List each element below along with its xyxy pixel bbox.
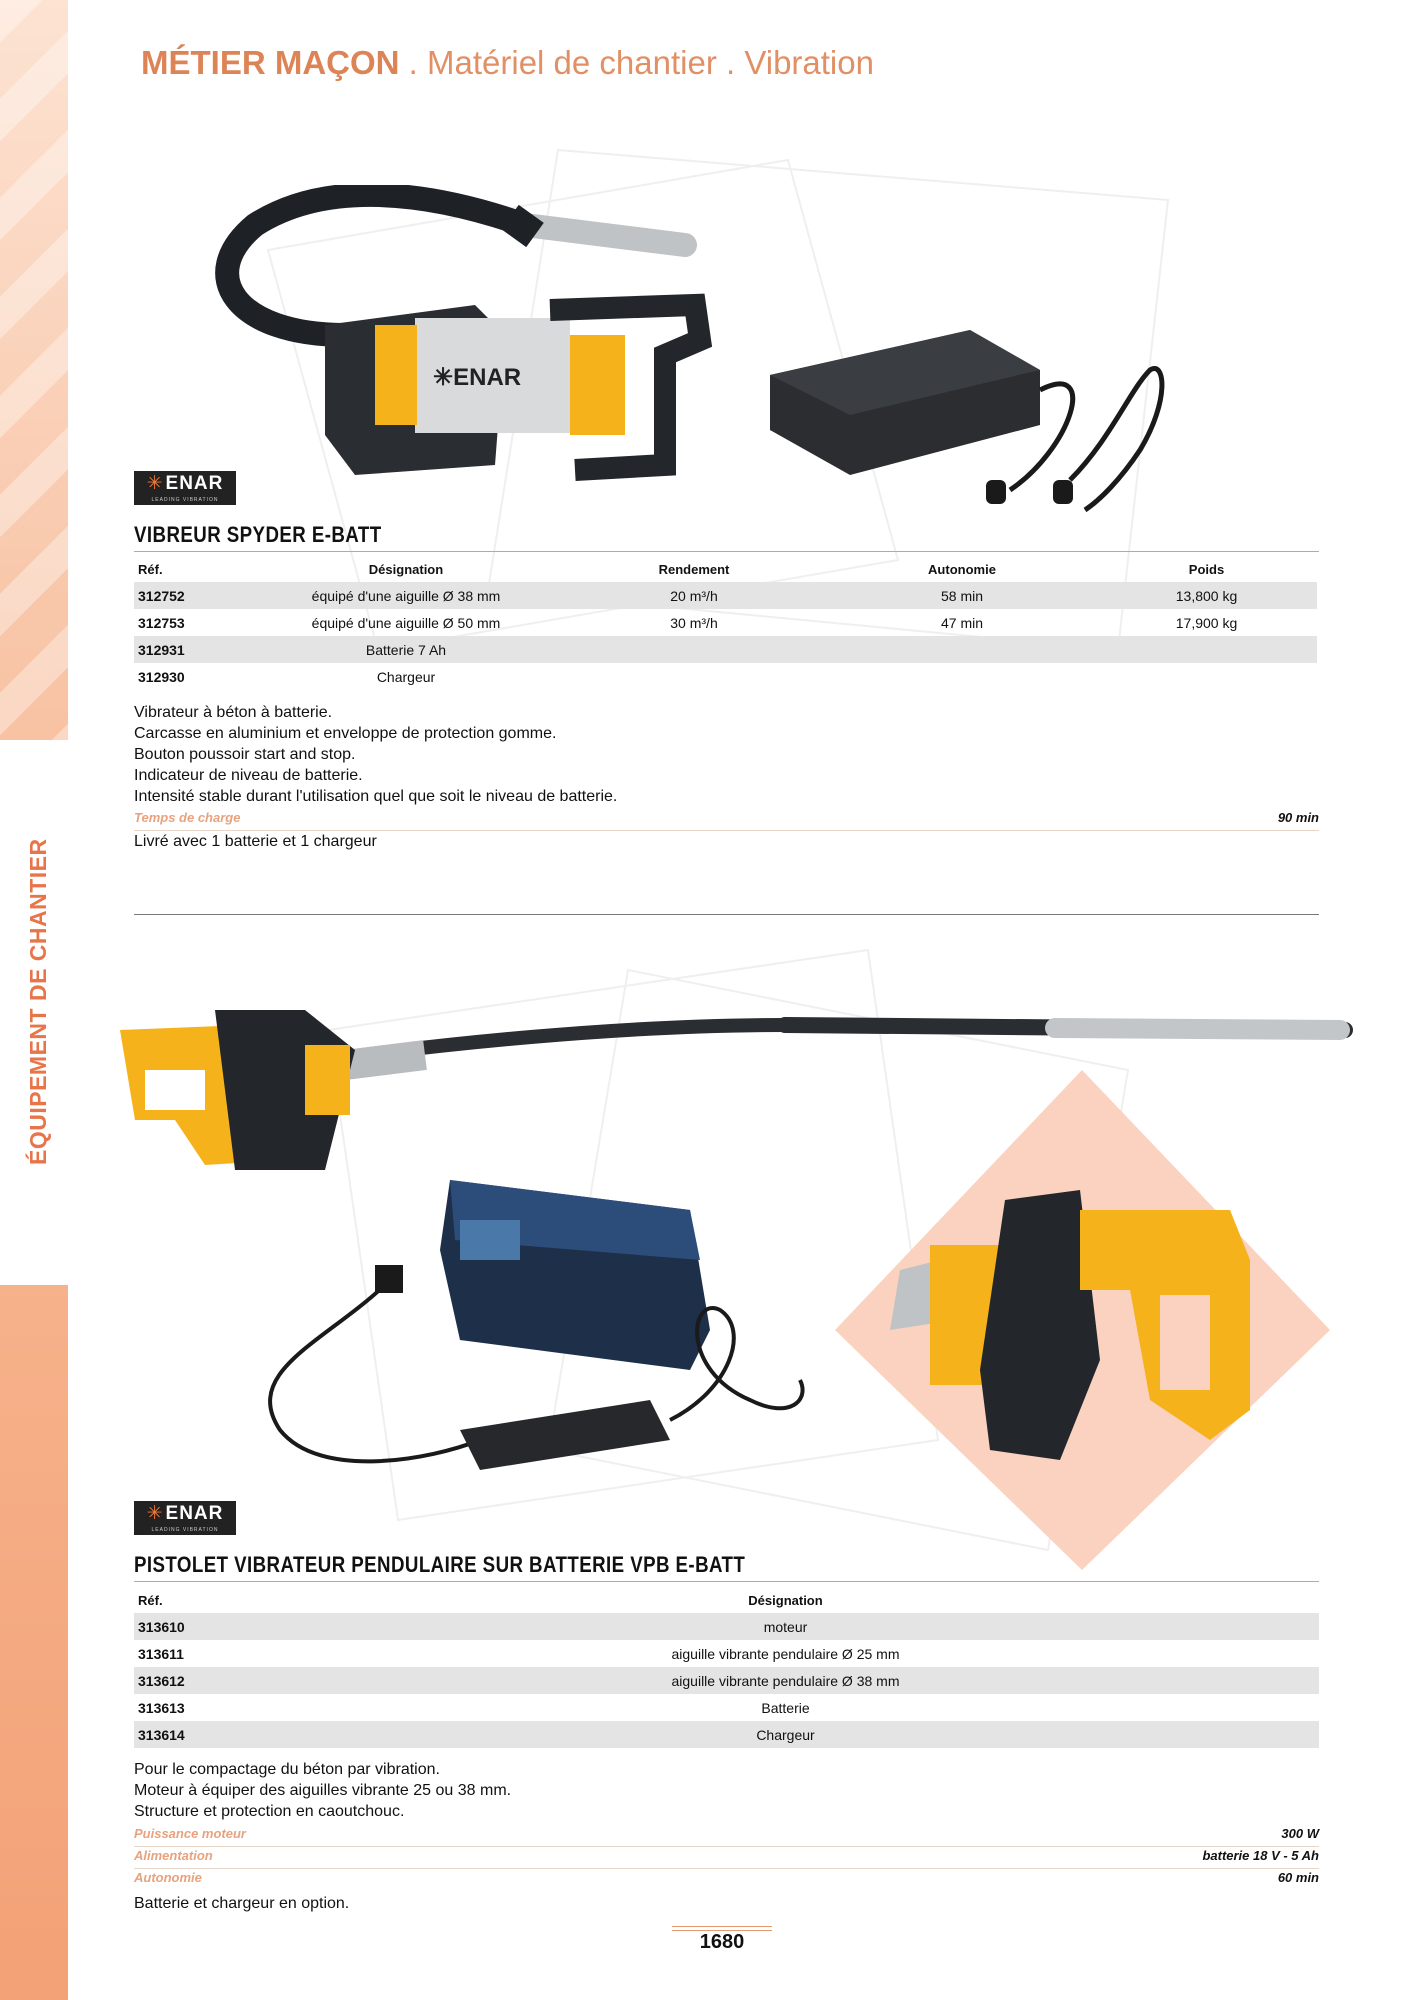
spec-value: 300 W (1281, 1826, 1319, 1841)
product1-spec-row (134, 808, 1319, 831)
product2-note: Batterie et chargeur en option. (134, 1895, 350, 1912)
page-header (141, 44, 874, 82)
product2-title: PISTOLET VIBRATEUR PENDULAIRE SUR BATTERIE VPB E-BATT (134, 1552, 746, 1577)
table-row: 312930 Chargeur (138, 668, 436, 685)
col-ref: Réf. (138, 1592, 163, 1608)
product2-battery-charger-image (250, 1170, 820, 1510)
product1-note: Livré avec 1 batterie et 1 chargeur (134, 833, 377, 850)
product2-detail-image (830, 1060, 1335, 1580)
table-row: 312753 équipé d'une aiguille Ø 50 mm 30 m³/h 47 min 17,900 kg (138, 614, 1238, 631)
brand-logo-tagline: LEADING VIBRATION (151, 1527, 219, 1533)
product1-table (134, 556, 1317, 690)
page-number: 1680 (699, 1931, 745, 1953)
product2-spec-row (134, 1824, 1319, 1847)
table-row: 313613 Batterie (138, 1699, 810, 1716)
section-divider (134, 914, 1319, 915)
col-poids: Poids (1188, 561, 1225, 577)
table-row: 313612 aiguille vibrante pendulaire Ø 38 mm (134, 1667, 1319, 1694)
page-number-rule (672, 1926, 772, 1927)
col-rendement: Rendement (658, 561, 730, 577)
logo-star-icon: ✳ (146, 1503, 164, 1524)
spec-value: 60 min (1277, 1870, 1319, 1885)
brand-logo-name: ENAR (165, 473, 224, 494)
col-designation: Désignation (748, 1592, 823, 1608)
brand-logo-name: ENAR (165, 1503, 224, 1524)
product1-description: Vibrateur à béton à batterie. Carcasse en aluminium et enveloppe de protection gomme. Bouton poussoir start and stop. Indicateur de niveau de batterie. Intensité stable durant l'utilisation quel que soit le niveau de batterie. (134, 704, 618, 805)
table-row: 313614 Chargeur (134, 1721, 1319, 1748)
spec-label: Puissance moteur (134, 1826, 246, 1841)
sidebar-pattern (0, 0, 68, 740)
sidebar-section-label: ÉQUIPEMENT DE CHANTIER (25, 838, 51, 1165)
table-row: 313610 moteur (134, 1613, 1319, 1640)
table-row: 312931 Batterie 7 Ah (134, 636, 1317, 663)
spec-label: Autonomie (134, 1870, 202, 1885)
col-ref: Réf. (138, 561, 163, 577)
table-header-row (134, 1587, 1319, 1613)
brand-logo-tagline: LEADING VIBRATION (151, 497, 219, 503)
header-category: MÉTIER MAÇON (141, 44, 400, 81)
product1-charger-image (770, 330, 1190, 520)
product2-table (134, 1587, 1319, 1748)
table-row: 312752 équipé d'une aiguille Ø 38 mm 20 m³/h 58 min 13,800 kg (134, 582, 1317, 609)
brand-logo (134, 471, 236, 505)
product2-description: Pour le compactage du béton par vibration. Moteur à équiper des aiguilles vibrante 25 ou 38 mm. Structure et protection en caoutchouc. (134, 1761, 512, 1820)
product1-vibrator-image (195, 185, 715, 485)
brand-logo (134, 1501, 236, 1535)
spec-value: batterie 18 V - 5 Ah (1202, 1848, 1319, 1863)
col-designation: Désignation (368, 561, 444, 577)
svg-text:✳ENAR: ✳ENAR (433, 364, 522, 391)
product2-spec-row (134, 1868, 1319, 1890)
spec-label: Temps de charge (134, 810, 241, 825)
header-subcategory: . Matériel de chantier . Vibration (399, 44, 874, 81)
product1-title: VIBREUR SPYDER E-BATT (134, 522, 382, 547)
table-header-row (134, 556, 1317, 582)
spec-value: 90 min (1277, 810, 1319, 825)
col-autonomie: Autonomie (928, 561, 996, 577)
spec-label: Alimentation (134, 1848, 213, 1863)
table-row: 313611 aiguille vibrante pendulaire Ø 25 mm (138, 1645, 900, 1662)
product2-spec-row (134, 1846, 1319, 1869)
sidebar (0, 0, 68, 2000)
logo-star-icon: ✳ (146, 473, 164, 494)
product1-title-rule (134, 551, 1319, 552)
product2-title-rule (134, 1581, 1319, 1582)
